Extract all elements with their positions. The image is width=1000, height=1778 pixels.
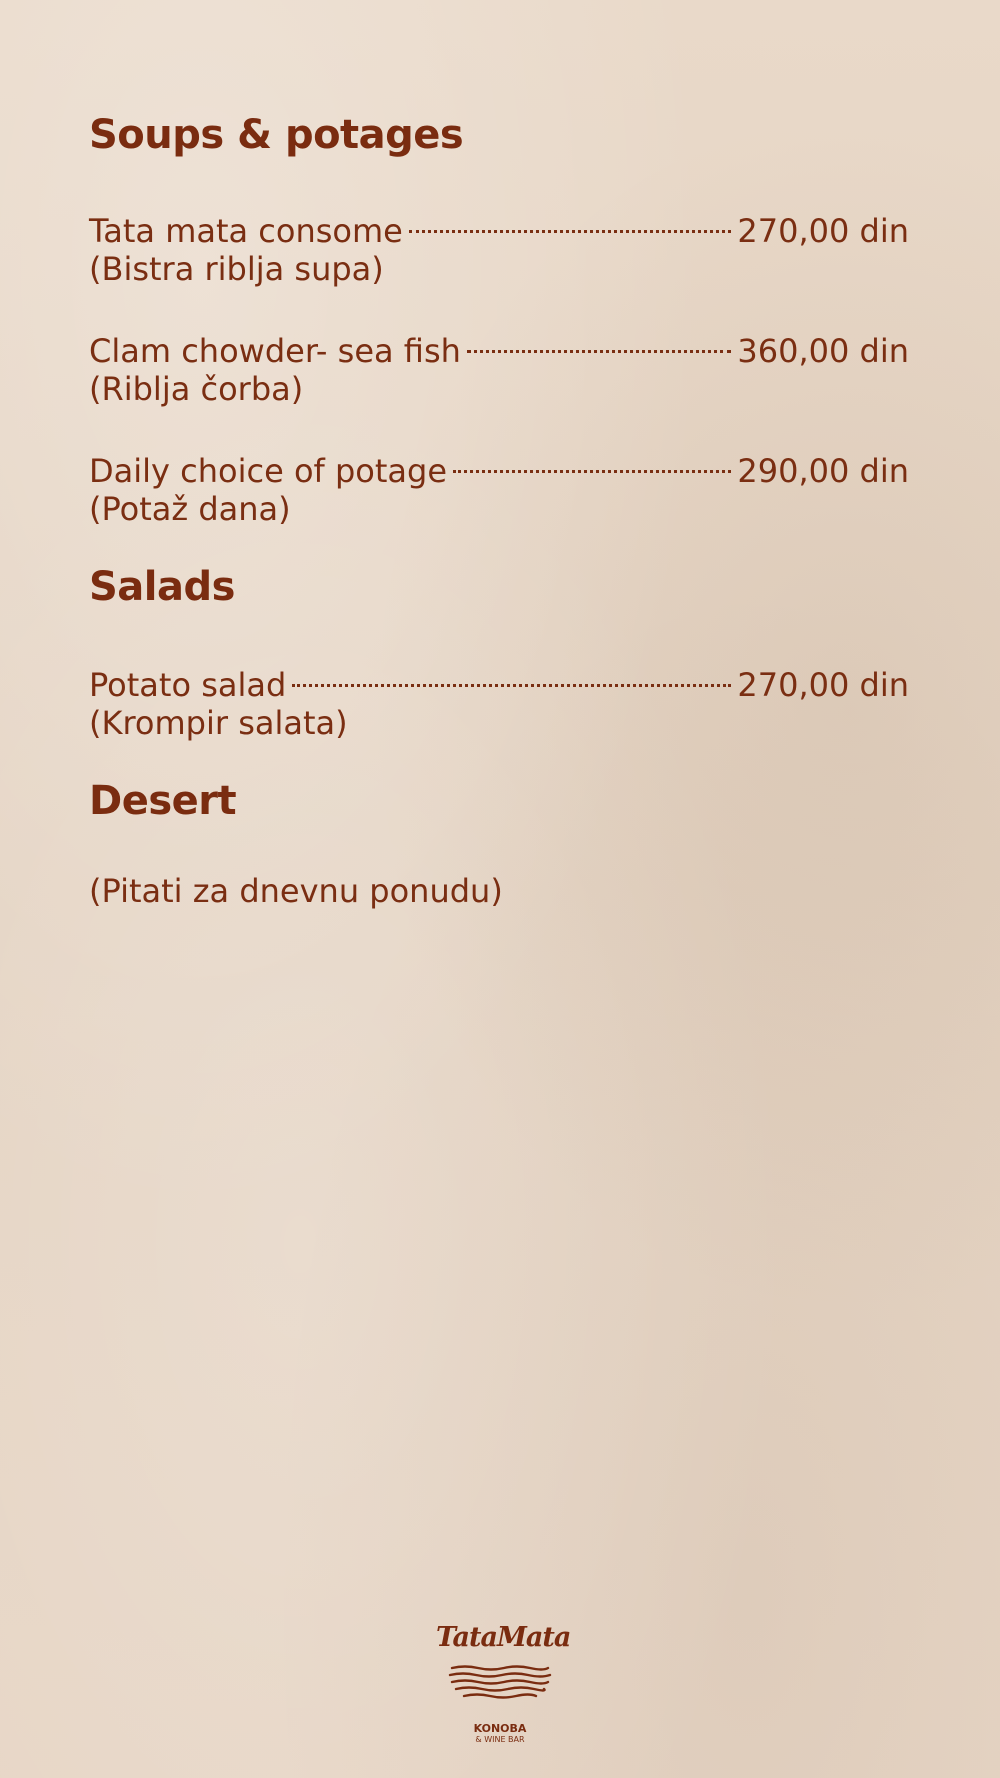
menu-item	[89, 444, 909, 528]
desert-note: (Pitati za dnevnu ponudu)	[89, 872, 503, 910]
item-price: 360,00 din	[737, 332, 909, 370]
item-name: Clam chowder- sea fish	[89, 332, 461, 370]
section-title-salads: Salads	[89, 564, 235, 610]
menu-item	[89, 204, 909, 288]
dot-leader	[467, 324, 731, 362]
dot-leader	[409, 204, 732, 242]
waves-icon	[448, 1664, 552, 1700]
item-subtitle: (Bistra riblja supa)	[89, 250, 384, 288]
item-subtitle: (Krompir salata)	[89, 704, 348, 742]
dot-leader	[292, 658, 731, 696]
menu-item	[89, 324, 909, 408]
logo-subtitle-wine-bar: & WINE BAR	[475, 1735, 525, 1744]
logo-wordmark: TataMata	[436, 1622, 571, 1653]
dot-leader	[453, 444, 731, 482]
item-price: 290,00 din	[737, 452, 909, 490]
item-subtitle: (Riblja čorba)	[89, 370, 304, 408]
item-price: 270,00 din	[737, 666, 909, 704]
item-subtitle: (Potaž dana)	[89, 490, 291, 528]
tatamata-logo	[436, 1622, 571, 1762]
item-name: Tata mata consome	[89, 212, 403, 250]
section-title-desert: Desert	[89, 778, 237, 824]
item-name: Daily choice of potage	[89, 452, 447, 490]
item-price: 270,00 din	[737, 212, 909, 250]
section-title-soups: Soups & potages	[89, 112, 464, 158]
menu-item	[89, 658, 909, 742]
logo-subtitle-konoba: KONOBA	[473, 1722, 527, 1735]
item-name: Potato salad	[89, 666, 287, 704]
